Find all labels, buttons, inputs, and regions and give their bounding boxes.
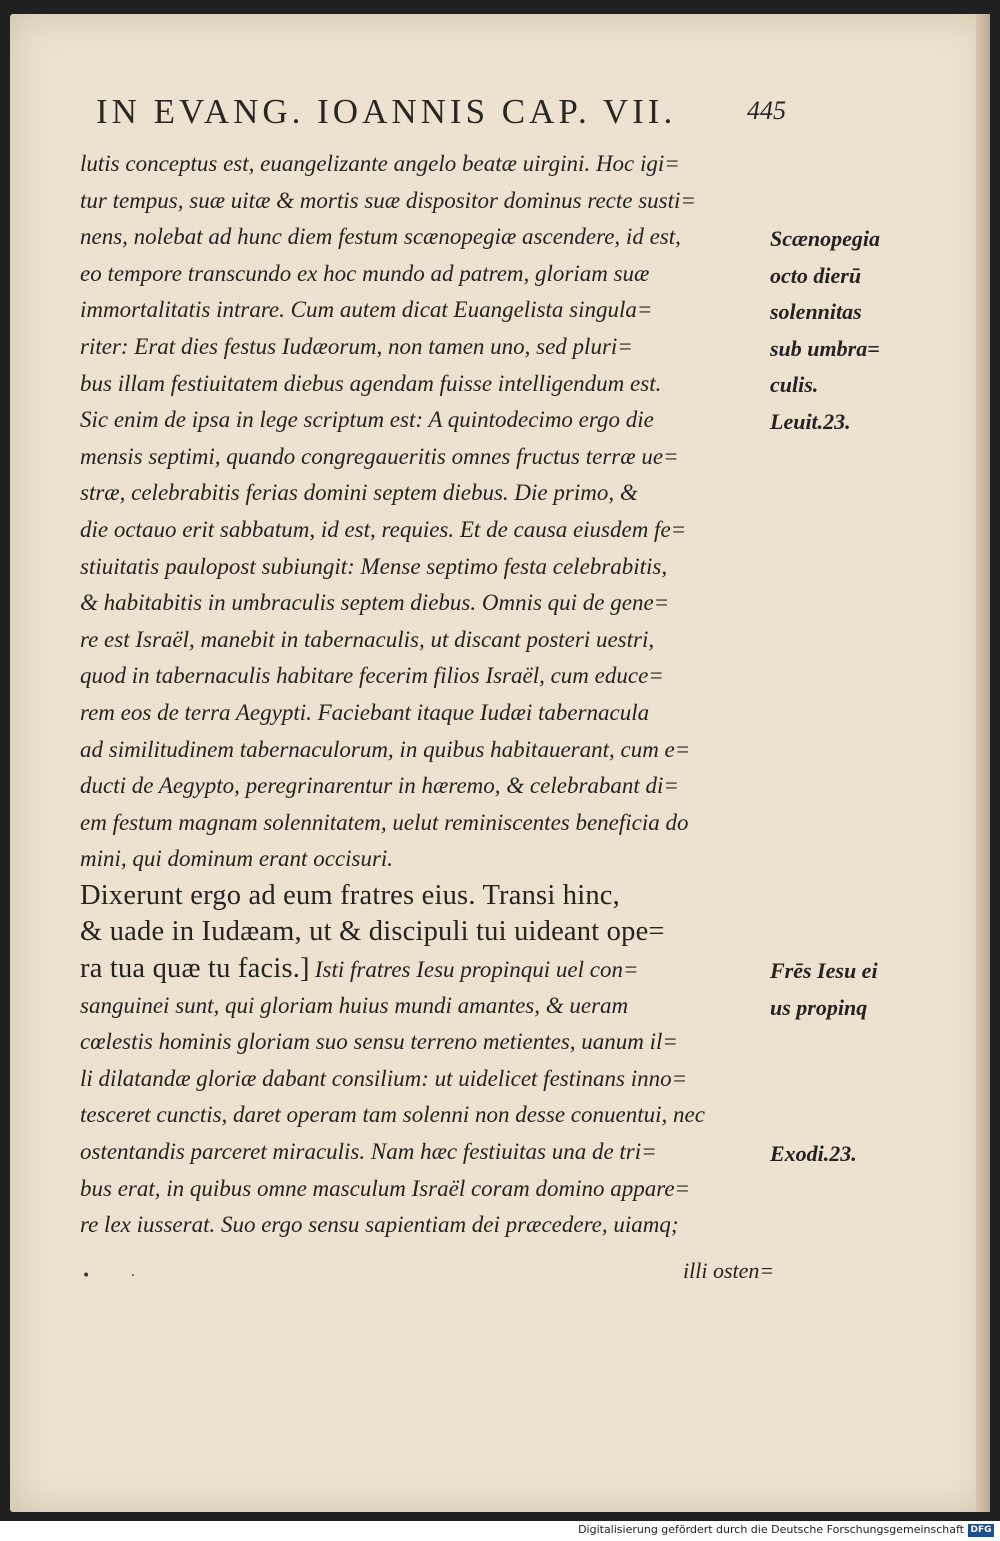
text-line: ad similitudinem tabernaculorum, in quibus habitauerant, cum e= <box>80 736 691 762</box>
margin-line: sub umbra= <box>770 335 880 361</box>
text-line: re est Israël, manebit in tabernaculis, ut discant posteri uestri, <box>80 626 655 652</box>
margin-line: Leuit.23. <box>770 409 851 434</box>
text-line: bus erat, in quibus omne masculum Israël coram domino appare= <box>80 1175 691 1201</box>
catchword: illi osten= <box>683 1258 775 1283</box>
text-line: & habitabitis in umbraculis septem diebus. Omnis qui de gene= <box>80 590 670 616</box>
text-line: ostentandis parceret miraculis. Nam hæc festiuitas una de tri= <box>80 1139 657 1165</box>
funding-credit: Digitalisierung gefördert durch die Deutsche Forschungsgemeinschaft <box>578 1523 964 1536</box>
text-line: bus illam festiuitatem diebus agendam fuisse intelligendum est. <box>80 370 662 396</box>
margin-line: octo dierū <box>770 262 862 288</box>
margin-note-levit <box>770 404 920 441</box>
text-line: li dilatandæ gloriæ dabant consilium: ut uidelicet festinans inno= <box>80 1065 688 1091</box>
margin-notes <box>770 0 920 1400</box>
text-line: eo tempore transcundo ex hoc mundo ad patrem, gloriam suæ <box>80 260 650 286</box>
margin-line: us propinq <box>770 994 868 1020</box>
text-line: stiuitatis paulopost subiungit: Mense septimo festa celebrabitis, <box>80 553 668 579</box>
margin-line: Exodi.23. <box>770 1141 857 1166</box>
text-line: sanguinei sunt, qui gloriam huius mundi amantes, & ueram <box>80 992 629 1018</box>
text-line: immortalitatis intrare. Cum autem dicat Euangelista singula= <box>80 297 653 323</box>
text-line: em festum magnam solennitatem, uelut reminiscentes beneficia do <box>80 809 689 835</box>
lemma-end: ra tua quæ tu facis.] <box>80 953 310 985</box>
main-text-block <box>80 146 780 1244</box>
running-title: IN EVANG. IOANNIS CAP. VII. <box>96 92 677 131</box>
text-line: mensis septimi, quando congregaueritis omnes fructus terræ ue= <box>80 443 679 469</box>
folio-number: 445 <box>747 96 786 125</box>
text-line: quod in tabernaculis habitare fecerim filios Israël, cum educe= <box>80 663 664 689</box>
margin-note-exodi <box>770 1136 920 1173</box>
margin-line: solennitas <box>770 299 862 325</box>
text-line: die octauo erit sabbatum, id est, requies. Et de causa eiusdem fe= <box>80 516 687 542</box>
lemma-line: Dixerunt ergo ad eum fratres eius. Transi hinc, <box>80 879 620 911</box>
text-line: mini, qui dominum erant occisuri. <box>80 846 394 872</box>
margin-line: culis. <box>770 372 819 398</box>
lemma-line: & uade in Iudæam, ut & discipuli tui uideant ope= <box>80 916 665 948</box>
text-line: riter: Erat dies festus Iudæorum, non tamen uno, sed pluri= <box>80 333 633 359</box>
footer-bar <box>0 1521 1000 1541</box>
page-edge <box>976 14 990 1512</box>
ink-specks: • · <box>82 1268 154 1284</box>
lemma-line-mixed <box>80 951 780 988</box>
text-line: ducti de Aegypto, peregrinarentur in hæremo, & celebrabant di= <box>80 773 679 799</box>
text-line: tur tempus, suæ uitæ & mortis suæ dispositor dominus recte susti= <box>80 187 696 213</box>
text-line: Sic enim de ipsa in lege scriptum est: A quintodecimo ergo die <box>80 407 654 433</box>
commentary-start: Isti fratres Iesu propinqui uel con= <box>314 957 639 983</box>
text-line: lutis conceptus est, euangelizante angelo beatæ uirgini. Hoc igi= <box>80 151 680 176</box>
margin-line: Frēs Iesu ei <box>770 958 878 983</box>
margin-note-fratres <box>770 953 920 1026</box>
margin-note-scenopegia <box>770 221 920 404</box>
text-line: rem eos de terra Aegypti. Faciebant itaque Iudæi tabernacula <box>80 699 650 725</box>
text-line: re lex iusserat. Suo ergo sensu sapientiam dei præcedere, uiamq; <box>80 1212 679 1238</box>
text-line: tesceret cunctis, daret operam tam solenni non desse conuentui, nec <box>80 1102 705 1128</box>
page-header <box>96 92 786 142</box>
text-line: nens, nolebat ad hunc diem festum scænopegiæ ascendere, id est, <box>80 224 681 250</box>
text-line: cœlestis hominis gloriam suo sensu terreno metientes, uanum il= <box>80 1029 678 1055</box>
text-line: stræ, celebrabitis ferias domini septem diebus. Die primo, & <box>80 480 638 506</box>
margin-line: Scænopegia <box>770 226 880 251</box>
dfg-logo: DFG <box>968 1524 994 1537</box>
